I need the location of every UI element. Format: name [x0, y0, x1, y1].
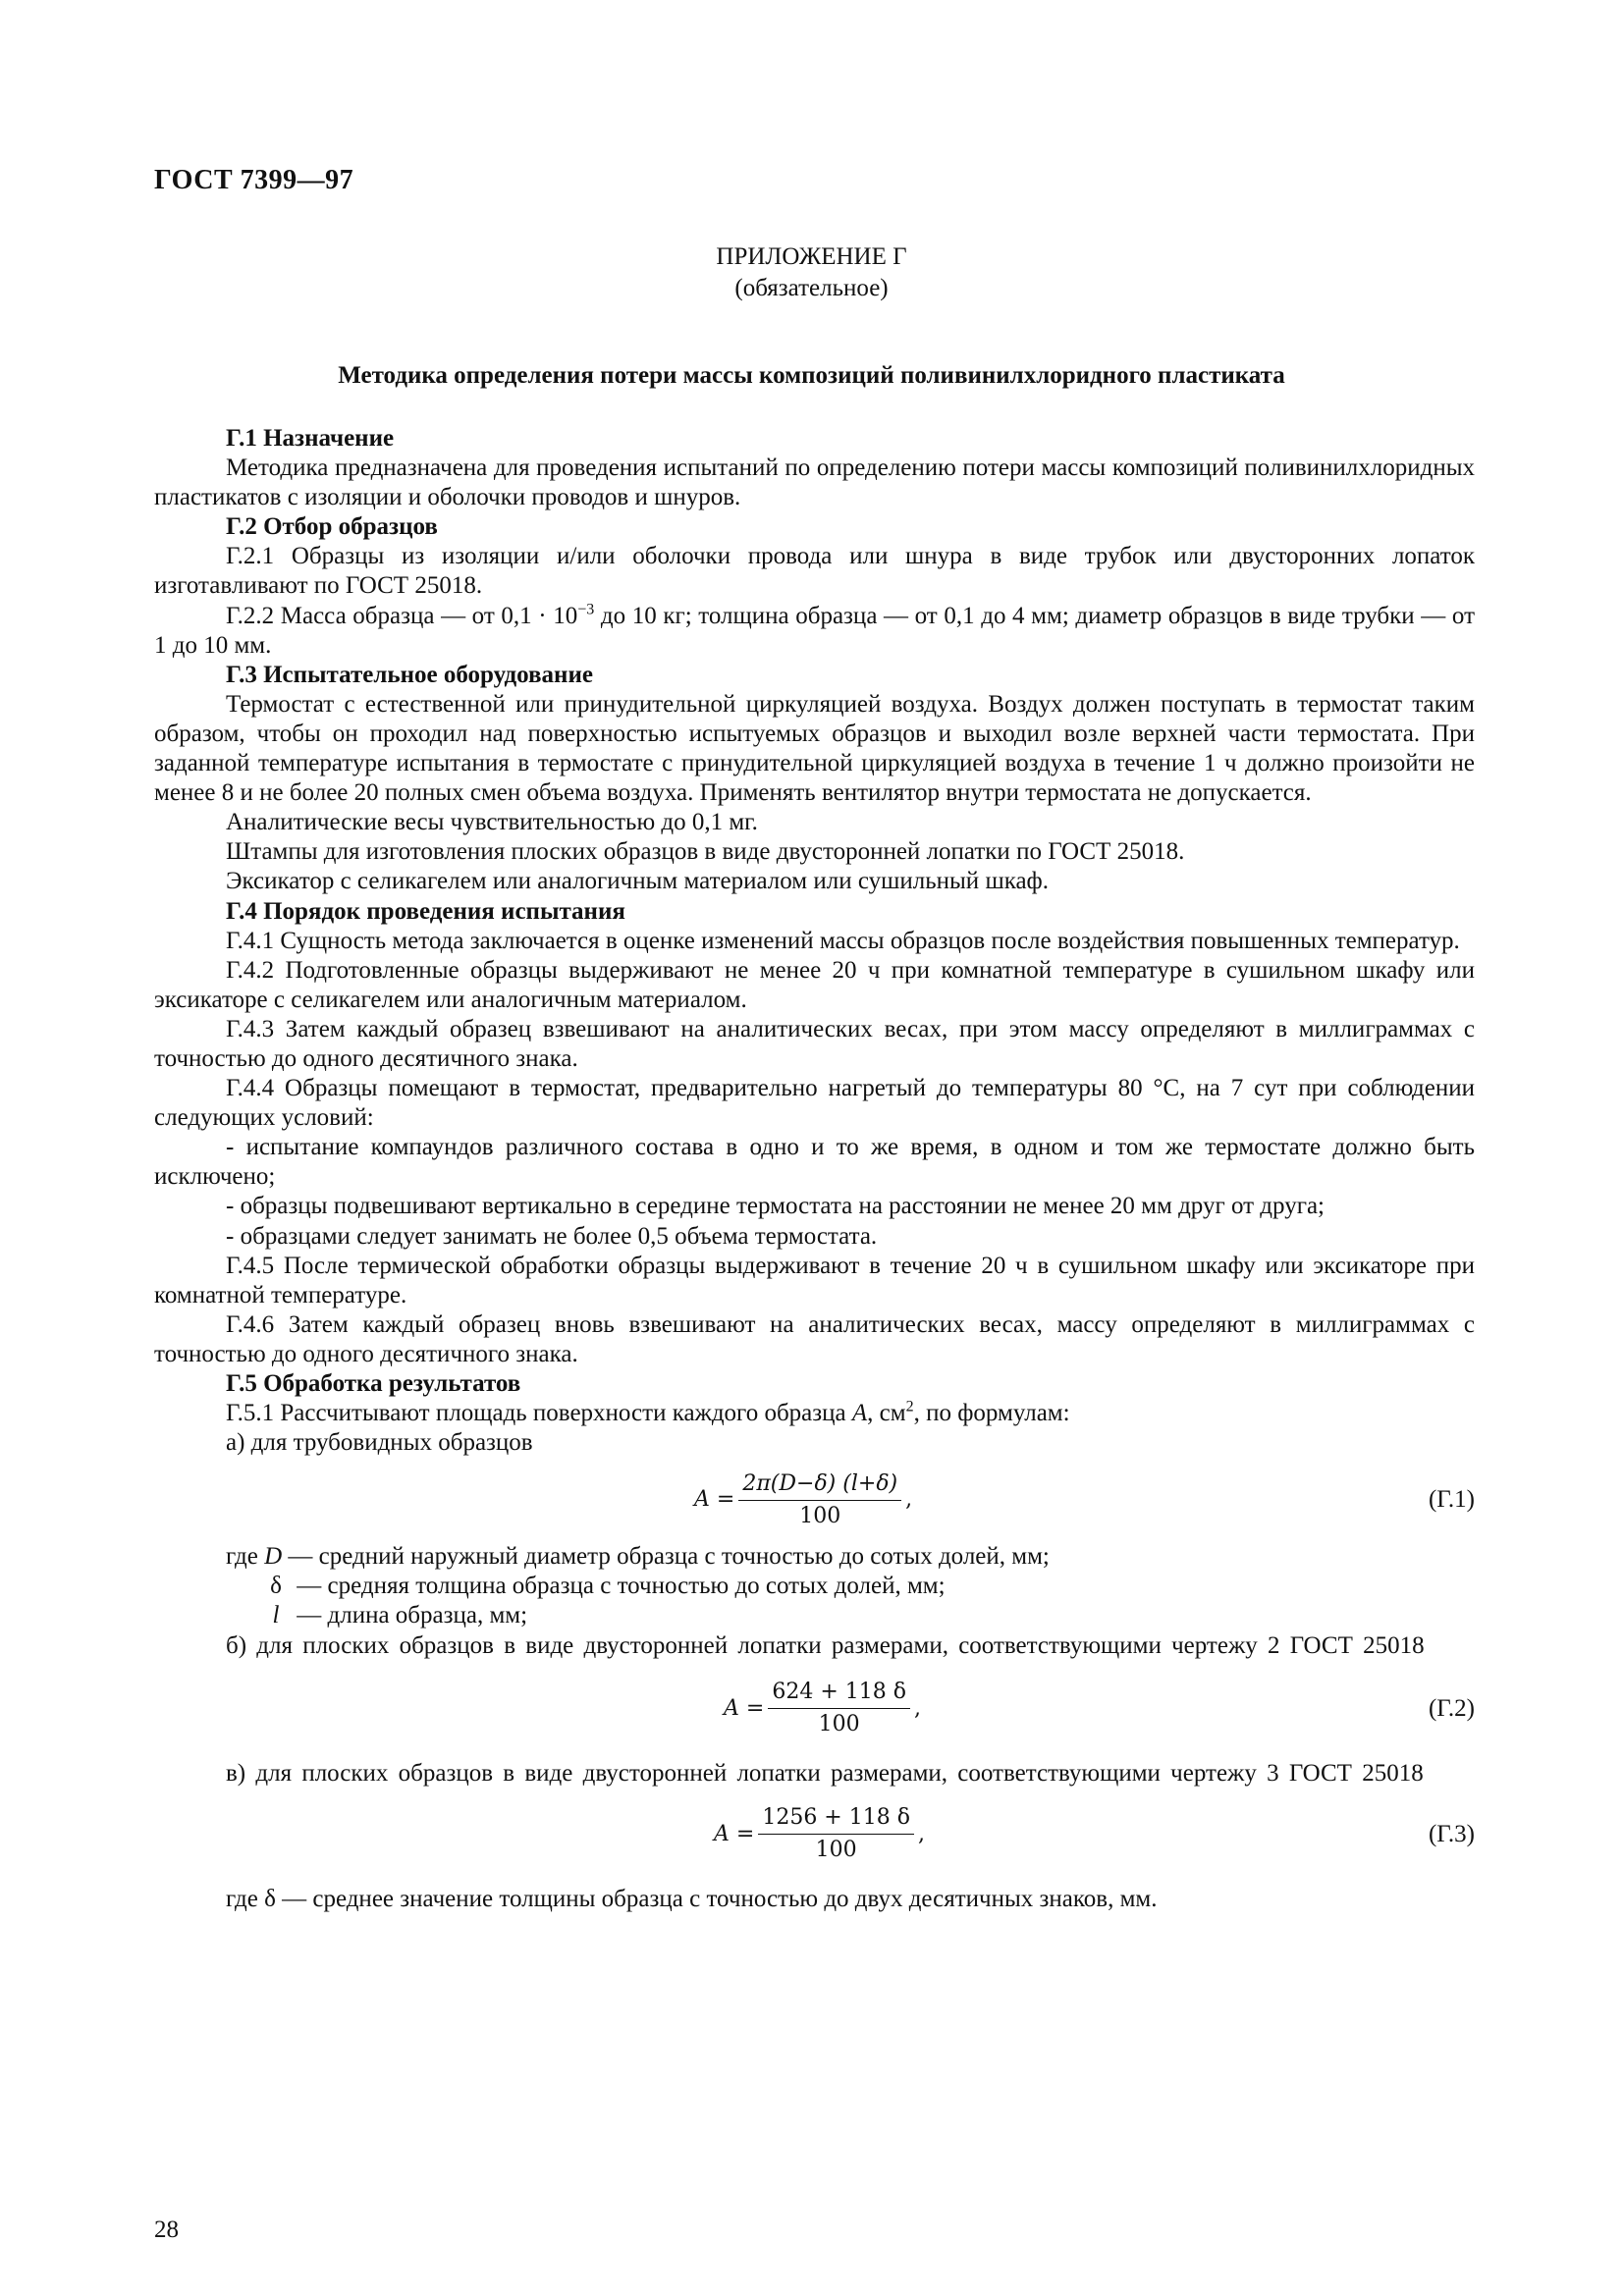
appendix-label: ПРИЛОЖЕНИЕ Г	[716, 243, 907, 270]
paragraph: Г.4.3 Затем каждый образец взвешивают на аналитических весах, при этом массу определяют в миллиграммах с точностью до одного десятичного знака.	[154, 1015, 1475, 1072]
paragraph: Аналитические весы чувствительностью до 0,1 мг.	[226, 809, 758, 836]
formula-expression	[694, 1464, 912, 1536]
text-run: , по формулам:	[913, 1400, 1070, 1427]
variable-a: A	[851, 1400, 868, 1427]
document-header: ГОСТ 7399—97	[154, 165, 354, 195]
paragraph: в) для плоских образцов в виде двусторонней лопатки размерами, соответствующими чертежу 3 ГОСТ 25018	[226, 1759, 1424, 1787]
paragraph	[154, 602, 1475, 661]
formula-tail: ,	[913, 1695, 921, 1721]
paragraph: Г.4.6 Затем каждый образец вновь взвешивают на аналитических весах, массу определяют в миллиграммах с точностью до одного десятичного знака.	[154, 1310, 1475, 1367]
paragraph: где δ — среднее значение толщины образца с точностью до двух десятичных знаков, мм.	[226, 1885, 1158, 1912]
formula-lhs: A =	[694, 1487, 735, 1513]
page-number: 28	[154, 2216, 179, 2243]
text-run: Г.5.1 Рассчитывают площадь поверхности каждого образца	[226, 1400, 852, 1427]
paragraph: Г.2.1 Образцы из изоляции и/или оболочки провода или шнура в виде трубок или двусторонних лопаток изготавливают по ГОСТ 25018.	[154, 543, 1475, 600]
formula-g2	[154, 1673, 1475, 1745]
formula-tail: ,	[917, 1821, 925, 1846]
fraction-denominator: 100	[818, 1712, 860, 1737]
appendix-status: (обязательное)	[734, 275, 889, 301]
where-symbol: δ	[270, 1573, 282, 1600]
where-line	[154, 1601, 1475, 1630]
section-heading: Г.3 Испытательное оборудование	[226, 661, 593, 688]
formula-expression	[714, 1798, 925, 1871]
text-run: Г.2.2 Масса образца — от 0,1 · 10	[226, 602, 578, 629]
paragraph	[154, 1399, 1475, 1428]
formula-lhs: A =	[724, 1695, 765, 1721]
appendix-heading	[0, 241, 1623, 304]
condition-item: - испытание компаундов различного состава в одно и то же время, в одном и том же термостате должно быть исключено;	[154, 1134, 1475, 1191]
paragraph: Г.4.1 Сущность метода заключается в оценке изменений массы образцов после воздействия повышенных температур.	[226, 927, 1460, 954]
where-text: — длина образца, мм;	[297, 1602, 528, 1629]
paragraph: Штампы для изготовления плоских образцов в виде двусторонней лопатки по ГОСТ 25018.	[226, 838, 1185, 866]
condition-item: - образцы подвешивают вертикально в середине термостата на расстоянии не менее 20 мм друг от друга;	[226, 1193, 1325, 1220]
paragraph: а) для трубовидных образцов	[226, 1429, 533, 1457]
fraction	[738, 1470, 901, 1530]
superscript: −3	[577, 601, 595, 618]
formula-g3	[154, 1798, 1475, 1871]
fraction-denominator: 100	[815, 1838, 857, 1863]
where-text: — средняя толщина образца с точностью до сотых долей, мм;	[297, 1573, 946, 1600]
formula-number: (Г.3)	[1428, 1820, 1475, 1847]
where-line	[154, 1542, 1475, 1572]
formula-expression	[724, 1673, 921, 1745]
formula-number: (Г.2)	[1428, 1694, 1475, 1722]
paragraph: Термостат с естественной или принудительной циркуляцией воздуха. Воздух должен поступать в термостат таким образом, чтобы он проходил над поверхностью испытуемых образцов и выходил возле верхней части термостата. При заданной температуре испытания в термостате с принудительной циркуляцией воздуха в течение 1 ч должно произойти не менее 8 и не более 20 полных смен объема воздуха. Применять вентилятор внутри термостата не допускается.	[154, 690, 1475, 807]
section-heading: Г.5 Обработка результатов	[226, 1370, 521, 1397]
where-symbol: D	[264, 1543, 283, 1571]
where-symbol: l	[272, 1602, 280, 1629]
fraction	[758, 1804, 914, 1864]
where-text: — средний наружный диаметр образца с точностью до сотых долей, мм;	[288, 1543, 1050, 1571]
document-title: Методика определения потери массы композиций поливинилхлоридного пластиката	[338, 362, 1285, 389]
section-heading: Г.2 Отбор образцов	[226, 513, 438, 541]
formula-g1	[154, 1464, 1475, 1536]
where-intro: где	[226, 1543, 258, 1571]
where-line	[154, 1572, 1475, 1601]
fraction-denominator: 100	[799, 1503, 841, 1528]
formula-lhs: A =	[714, 1821, 755, 1846]
section-heading: Г.4 Порядок проведения испытания	[226, 897, 625, 925]
text-run: до 10 кг; толщина образца — от 0,1 до 4 мм; диаметр образцов в виде трубки — от 1 до 10 мм.	[154, 602, 1476, 659]
paragraph: Методика предназначена для проведения испытаний по определению потери массы композиций поливинилхлоридных пластикатов с изоляции и оболочки проводов и шнуров.	[154, 454, 1475, 511]
fraction-numerator: 2π(D−δ) (l+δ)	[738, 1470, 901, 1501]
condition-item: - образцами следует занимать не более 0,5 объема термостата.	[226, 1222, 878, 1250]
fraction	[768, 1679, 910, 1738]
paragraph: Г.4.5 После термической обработки образцы выдерживают в течение 20 ч в сушильном шкафу или эксикаторе при комнатной температуре.	[154, 1252, 1475, 1308]
document-body	[154, 424, 1475, 1914]
paragraph: Г.4.2 Подготовленные образцы выдерживают не менее 20 ч при комнатной температуре в сушильном шкафу или эксикаторе с селикагелем или аналогичным материалом.	[154, 956, 1475, 1013]
fraction-numerator: 1256 + 118 δ	[758, 1804, 914, 1835]
formula-number: (Г.1)	[1428, 1486, 1475, 1514]
fraction-numerator: 624 + 118 δ	[768, 1679, 910, 1709]
paragraph: Эксикатор с селикагелем или аналогичным материалом или сушильный шкаф.	[226, 868, 1050, 895]
paragraph: б) для плоских образцов в виде двусторонней лопатки размерами, соответствующими чертежу 2 ГОСТ 25018	[226, 1631, 1425, 1659]
section-heading: Г.1 Назначение	[226, 425, 395, 452]
superscript: 2	[905, 1398, 914, 1415]
paragraph: Г.4.4 Образцы помещают в термостат, предварительно нагретый до температуры 80 °С, на 7 сут при соблюдении следующих условий:	[154, 1075, 1475, 1132]
formula-tail: ,	[905, 1487, 913, 1513]
text-run: , см	[867, 1400, 906, 1427]
